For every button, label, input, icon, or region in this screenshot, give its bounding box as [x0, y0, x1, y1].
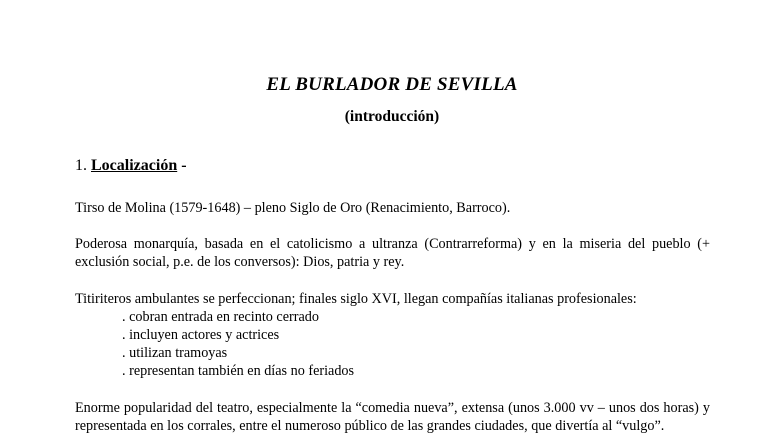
- list-item: . cobran entrada en recinto cerrado: [122, 309, 319, 325]
- document-title: EL BURLADOR DE SEVILLA: [266, 74, 518, 95]
- list-item: . incluyen actores y actrices: [122, 327, 280, 343]
- section-title: Localización: [91, 157, 178, 174]
- paragraph-monarchy: Poderosa monarquía, basada en el catolicismo a ultranza (Contrarreforma) y en la miseria del pueblo (+ exclusión social, p.e. de los conversos): Dios, patria y rey.: [75, 236, 710, 270]
- list-item: . representan también en días no feriados: [122, 363, 355, 379]
- features-list: [122, 308, 354, 380]
- section-number: 1.: [75, 157, 87, 174]
- paragraph-popularity: Enorme popularidad del teatro, especialmente la “comedia nueva”, extensa (unos 3.000 vv – unos dos horas) y representada en los corrales, entre el numeroso público de las grandes ciudades, que divertía al “vulgo”.: [75, 400, 710, 434]
- document-subtitle: (introducción): [344, 108, 440, 125]
- section-heading: [75, 157, 187, 175]
- paragraph-author: Tirso de Molina (1579-1648) – pleno Siglo de Oro (Renacimiento, Barroco).: [75, 200, 511, 216]
- section-dash: -: [181, 157, 187, 174]
- list-item: . utilizan tramoyas: [122, 345, 228, 361]
- paragraph-titiriteros: Titiriteros ambulantes se perfeccionan; finales siglo XVI, llegan compañías italianas profesionales:: [75, 291, 637, 307]
